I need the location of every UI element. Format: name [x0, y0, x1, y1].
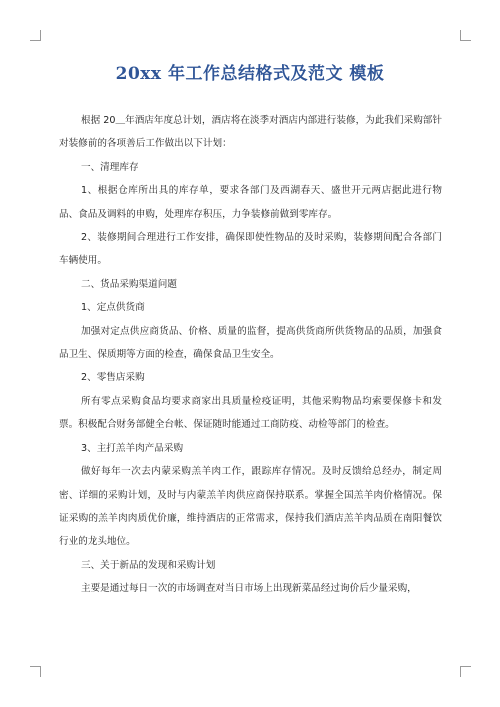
subheading-lamb-purchase: 3、主打羔羊肉产品采购	[81, 442, 184, 454]
body-paragraph: 加强对定点供应商货品、价格、质量的监督，提高供货商所供货物品的品质，加强食品卫生、保质期等方面的检查，确保食品卫生安全。	[59, 325, 442, 361]
page-corner-mark-top-right	[460, 30, 471, 41]
intro-paragraph: 根据 20＿年酒店年度总计划，酒店将在淡季对酒店内部进行装修，为此我们采购部针对装修前的各项善后工作做出以下计划：	[59, 115, 442, 150]
list-item-2: 2、装修期间合理进行工作安排，确保即使性物品的及时采购，装修期间配合各部门车辆使用。	[59, 232, 442, 267]
body-paragraph: 主要是通过每日一次的市场调查对当日市场上出现新菜品经过询价后少量采购，	[81, 583, 417, 595]
body-paragraph: 做好每年一次去内蒙采购羔羊肉工作，跟踪库存情况。及时反馈给总经办，制定周密、详细的采购计划，及时与内蒙羔羊肉供应商保持联系。掌握全国羔羊肉价格情况。保证采购的羔羊肉肉质优价廉，维持酒店的正常需求，保持我们酒店羔羊肉品质在南阳餐饮行业的龙头地位。	[59, 466, 442, 548]
list-item-1: 1、根据仓库所出具的库存单，要求各部门及西湖春天、盛世开元两店据此进行物品、食品及调料的申购，处理库存积压，力争装修前做到零库存。	[59, 185, 442, 220]
section-heading-new-products: 三、关于新品的发现和采购计划	[81, 559, 216, 571]
subheading-retail-purchase: 2、零售店采购	[81, 372, 145, 384]
page-corner-mark-bottom-right	[460, 666, 471, 677]
section-heading-clear-inventory: 一、清理库存	[81, 161, 139, 173]
document-title: 20xx 年工作总结格式及范文 模板	[115, 64, 385, 84]
subheading-designated-suppliers: 1、定点供货商	[81, 302, 145, 314]
document-body	[59, 109, 442, 601]
body-paragraph: 所有零点采购食品均要求商家出具质量检疫证明，其他采购物品均索要保修卡和发票。积极配合财务部健全台帐、保证随时能通过工商防疫、动检等部门的检查。	[59, 395, 442, 431]
section-heading-purchase-channels: 二、货品采购渠道问题	[81, 278, 177, 290]
page-corner-mark-bottom-left	[30, 666, 41, 677]
page-corner-mark-top-left	[30, 30, 41, 41]
